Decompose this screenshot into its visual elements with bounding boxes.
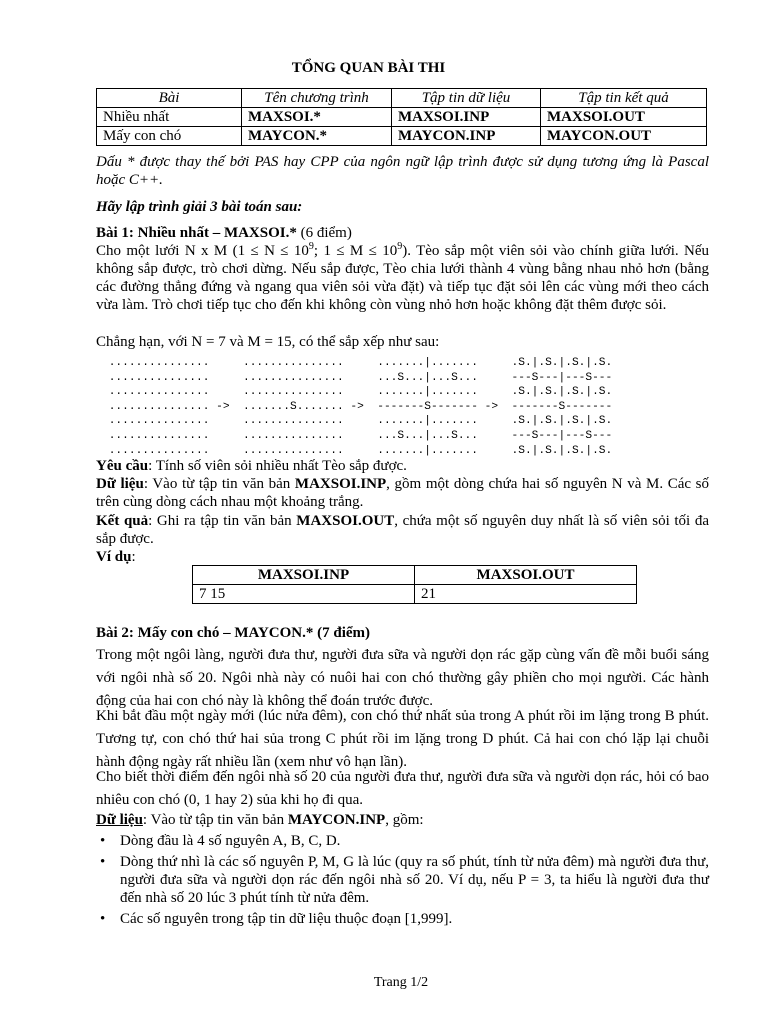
filename: MAXSOI.INP: [294, 476, 387, 492]
problem2-input-list: [96, 832, 709, 928]
list-item-text: Các số nguyên trong tập tin dữ liệu thuộc đoạn [1,999].: [120, 911, 453, 927]
text: : Vào từ tập tin văn bản: [142, 812, 288, 828]
table-cell: 21: [415, 585, 637, 604]
label: Ví dụ: [96, 549, 132, 565]
problem2-para2: Khi bắt đầu một ngày mới (lúc nửa đêm), con chó thứ nhất sủa trong A phút rồi im lặng trong B phút. Tương tự, con chó thứ hai sủa trong C phút rồi im lặng trong D phút. Cả hai con chó lặp lại chuỗi hành động ngày rất nhiều lần (xem như vô hạn lần).: [96, 708, 709, 770]
text: : Ghi ra tập tin văn bản: [148, 513, 297, 529]
note-paragraph: Dấu * được thay thế bởi PAS hay CPP của ngôn ngữ lập trình được sử dụng tương ứng là Pascal hoặc C++.: [96, 154, 709, 188]
problem1-points: (6 điểm): [300, 225, 352, 241]
overview-table: [96, 88, 707, 146]
exponent: 9: [308, 241, 314, 252]
text: : Tính số viên sỏi nhiều nhất Tèo sắp được.: [148, 458, 407, 474]
bullet-icon: •: [100, 854, 106, 870]
desc-text: Cho một lưới N x M (1 ≤ N ≤ 10: [96, 243, 309, 259]
problem2-para1: Trong một ngôi làng, người đưa thư, người đưa sữa và người dọn rác gặp cùng vấn đề mỗi buổi sáng với ngôi nhà số 20. Ngôi nhà này có nuôi hai con chó thường gây phiền cho mọi người. Các hành động của hai con chó này là không thể đoán trước được.: [96, 647, 709, 709]
problem2-heading: Bài 2: Mấy con chó – MAYCON.* (7 điểm): [96, 625, 371, 641]
table-header-cell: Tên chương trình: [242, 89, 392, 108]
problem1-requirement: [96, 457, 709, 475]
grid-line: ............... ............... ...S...|...S... ---S---|---S---: [102, 371, 613, 384]
label: Dữ liệu: [96, 812, 143, 828]
list-item: [96, 910, 709, 928]
table-row: [193, 585, 637, 604]
page-title: TỔNG QUAN BÀI THI: [291, 60, 446, 76]
exponent: 9: [397, 241, 403, 252]
bullet-icon: •: [100, 911, 106, 927]
text: , gồm:: [385, 812, 424, 828]
grid-line: ............... ............... ...S...|...S... ---S---|---S---: [102, 429, 613, 442]
table-cell: MAYCON.OUT: [541, 127, 707, 146]
table-header-cell: Bài: [97, 89, 242, 108]
problem1-example-label: [96, 548, 709, 566]
problem1-input: [96, 475, 709, 511]
grid-line: ............... -> .......S....... -> -------S------- -> -------S-------: [102, 400, 613, 413]
desc-text: ; 1 ≤ M ≤ 10: [313, 243, 398, 259]
table-cell: MAXSOI.*: [242, 108, 392, 127]
list-item-text: Dòng đầu là 4 số nguyên A, B, C, D.: [120, 833, 341, 849]
problem1-example-intro: Chẳng hạn, với N = 7 và M = 15, có thể sắp xếp như sau:: [96, 334, 440, 350]
problem1-output: [96, 512, 709, 548]
list-item: [96, 832, 709, 850]
text: : Vào từ tập tin văn bản: [143, 476, 295, 492]
table-cell: MAXSOI.INP: [392, 108, 541, 127]
label: Dữ liệu: [96, 476, 144, 492]
label: Yêu cầu: [96, 458, 149, 474]
desc-text: ). Tèo sắp một viên sỏi vào chính giữa lưới. Nếu không sắp được, trò chơi dừng. Nếu sắp được, Tèo chia lưới thành 4 vùng bằng nhau nhỏ hơn (bằng các đường thẳng đứng và ngang qua viên sỏi vừa đặt) và tiếp tục đặt sỏi lên các vùng mới theo cách vừa làm. Trò chơi tiếp tục cho đến khi không còn vùng nhỏ hơn hoặc không đặt thêm được sỏi.: [96, 243, 709, 313]
problem1-heading: [96, 224, 709, 242]
text: , gồm một dòng chứa hai số nguyên N và M. Các số trên cùng dòng cách nhau một khoảng trắng.: [96, 476, 710, 510]
problem1-description: [96, 242, 709, 314]
label: Kết quả: [96, 513, 149, 529]
problem1-title: Bài 1: Nhiều nhất – MAXSOI.*: [96, 225, 297, 241]
table-header-cell: MAXSOI.INP: [193, 566, 415, 585]
instruction-line: Hãy lập trình giải 3 bài toán sau:: [96, 199, 303, 215]
table-cell: 7 15: [193, 585, 415, 604]
grid-diagram: [102, 356, 612, 458]
problem2-para3: Cho biết thời điểm đến ngôi nhà số 20 của người đưa thư, người đưa sữa và người dọn rác, hỏi có bao nhiêu con chó (0, 1 hay 2) sủa khi họ đi qua.: [96, 769, 709, 808]
table-cell: MAXSOI.OUT: [541, 108, 707, 127]
grid-line: ............... ............... .......|....... .S.|.S.|.S.|.S.: [102, 415, 613, 428]
text: , chứa một số nguyên duy nhất là số viên sỏi tối đa sắp được.: [96, 513, 709, 547]
text: :: [131, 549, 136, 565]
table-cell: MAYCON.INP: [392, 127, 541, 146]
table-header-row: [97, 89, 707, 108]
table-row: [97, 108, 707, 127]
table-header-row: [193, 566, 637, 585]
example-table: [192, 565, 637, 604]
list-item: [96, 853, 709, 907]
table-cell: MAYCON.*: [242, 127, 392, 146]
grid-line: ............... ............... .......|....... .S.|.S.|.S.|.S.: [102, 357, 613, 369]
table-cell: Mấy con chó: [97, 127, 242, 146]
grid-line: ............... ............... .......|....... .S.|.S.|.S.|.S.: [102, 444, 613, 457]
table-header-cell: MAXSOI.OUT: [415, 566, 637, 585]
page-footer: Trang 1/2: [373, 975, 429, 990]
table-cell: Nhiều nhất: [97, 108, 242, 127]
table-header-cell: Tập tin kết quả: [541, 89, 707, 108]
list-item-text: Dòng thứ nhì là các số nguyên P, M, G là lúc (quy ra số phút, tính từ nửa đêm) mà người đưa thư, người đưa sữa và người dọn rác đến ngôi nhà số 20. Ví dụ, nếu P = 3, ta hiểu là người đưa thư đến nhà số 20 lúc 3 phút tính từ nửa đêm.: [120, 854, 709, 906]
filename: MAYCON.INP: [287, 812, 386, 828]
table-header-cell: Tập tin dữ liệu: [392, 89, 541, 108]
filename: MAXSOI.OUT: [296, 513, 395, 529]
table-row: [97, 127, 707, 146]
grid-line: ............... ............... .......|....... .S.|.S.|.S.|.S.: [102, 386, 613, 399]
bullet-icon: •: [100, 833, 106, 849]
problem2-input: [96, 811, 709, 829]
